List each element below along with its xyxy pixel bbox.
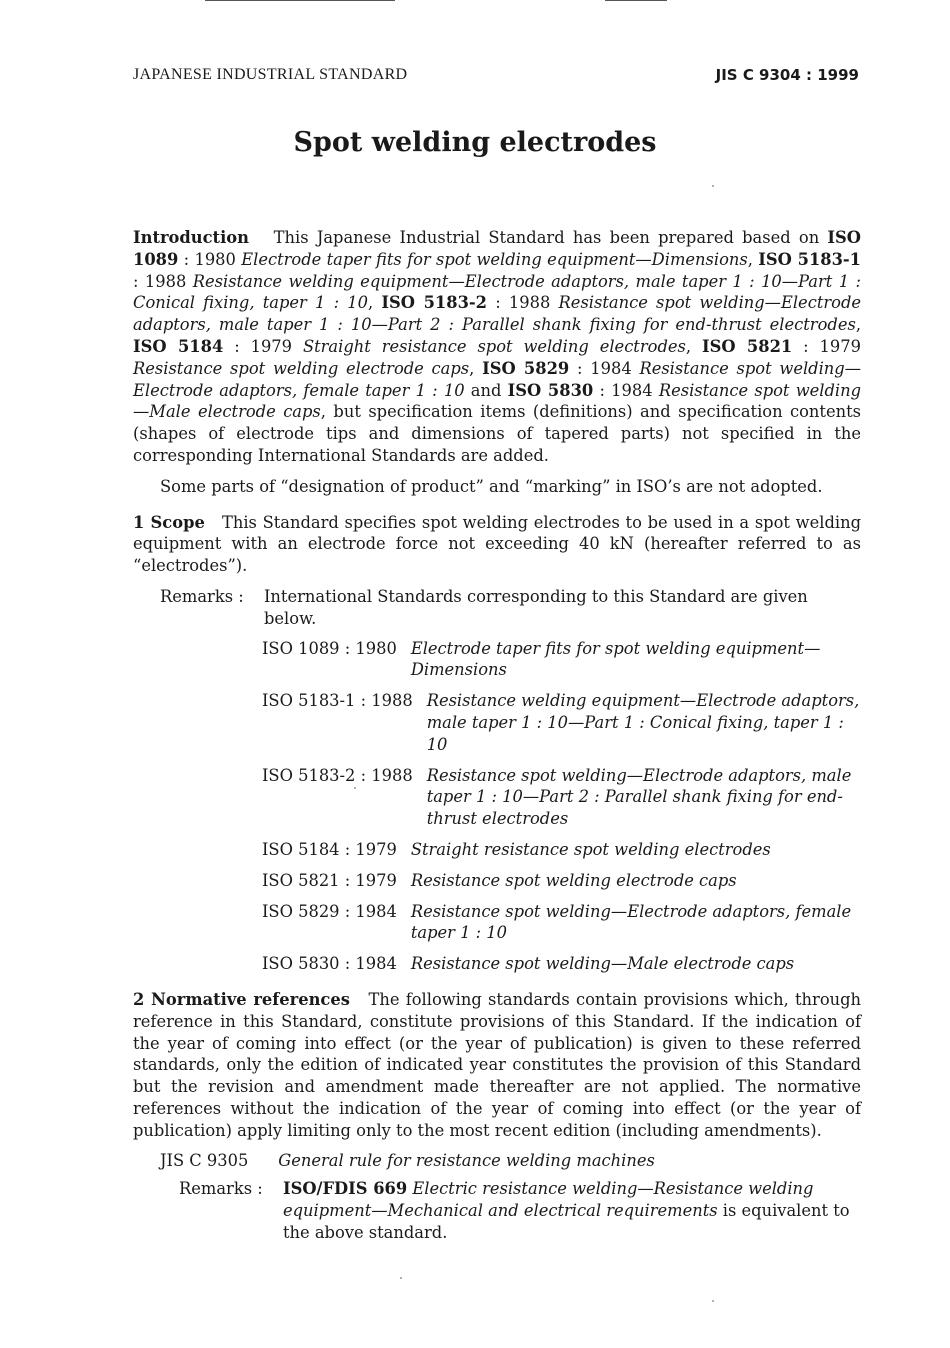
intro-run: : 1979 [223,336,303,356]
introduction-heading: Introduction [133,228,249,247]
scan-speck [354,787,356,789]
reference-title: Resistance spot welding—Electrode adaptors, female taper 1 : 10 [410,901,852,943]
reference-code: ISO 1089 : 1980 [262,638,397,658]
intro-run: Resistance spot welding—Electrode adaptors, female taper 1 : 10 [133,358,861,400]
intro-run: ISO 5821 [701,336,793,356]
remarks-text: International Standards corresponding to this Standard are given below. [264,586,808,628]
intro-run: , [747,249,759,269]
jis-reference [160,1150,861,1172]
page-title: Spot welding electrodes [293,127,657,158]
remarks-tail: is equivalent to the above standard. [283,1201,850,1242]
reference-title: Resistance spot welding electrode caps [410,870,737,890]
reference-code: ISO 5830 : 1984 [262,954,397,974]
jis-code: JIS C 9305 [160,1151,249,1171]
reference-row [262,901,861,945]
scope-paragraph [133,512,861,577]
scan-speck [400,1277,402,1279]
normative-paragraph [133,989,861,1142]
reference-row [262,765,861,830]
intro-run: Electrode taper fits for spot welding equipment—Dimensions [241,249,748,269]
reference-code: ISO 5829 : 1984 [262,901,397,921]
reference-title: Electrode taper fits for spot welding equipment—Dimensions [410,638,821,680]
standard-type: JAPANESE INDUSTRIAL STANDARD [133,66,408,83]
intro-run: Resistance spot welding—Male electrode caps [133,380,862,422]
intro-run: This Japanese Industrial Standard has been prepared based on [273,228,828,247]
reference-row [262,638,861,682]
intro-run: , [685,336,702,356]
intro-run: , but specification items (definitions) and specification contents (shapes of electrode tips and dimensions of tapered parts) not specified in the corresponding International Standards are added. [133,402,861,465]
scan-speck [712,185,714,187]
reference-row [262,870,861,892]
reference-title: Resistance spot welding—Male electrode caps [410,954,795,974]
remarks-label: Remarks : [179,1179,263,1199]
intro-run: , [469,358,483,378]
reference-title: Resistance welding equipment—Electrode adaptors, male taper 1 : 10—Part 1 : Conical fixing, taper 1 : 10 [426,691,860,754]
remarks-label: Remarks : [160,586,244,606]
reference-code: ISO 5183-1 : 1988 [262,691,413,711]
scan-artifact-line [205,0,395,1]
jis-title: General rule for resistance welding machines [278,1151,655,1171]
introduction-paragraph [133,227,861,467]
normative-remarks [179,1178,861,1243]
scope-heading: 1 Scope [133,512,205,532]
scan-artifact-line [605,0,667,1]
intro-run: Resistance spot welding electrode caps [133,358,470,378]
intro-run: ISO 5829 [482,358,570,378]
reference-code: ISO 5183-2 : 1988 [262,765,413,785]
intro-run: : 1984 [569,358,640,378]
reference-code: ISO 5184 : 1979 [262,839,397,859]
iso-reference-list [262,638,861,975]
intro-run: , [367,293,382,313]
intro-run: ISO 5830 [507,380,594,400]
intro-run: : 1984 [593,380,659,400]
remarks-iso-title: Electric resistance welding—Resistance welding equipment—Mechanical and electrical requirements [283,1179,814,1221]
intro-run: Resistance welding equipment—Electrode adaptors, male taper 1 : 10—Part 1 : Conical fixing, taper 1 : 10 [133,271,861,313]
remarks-content [283,1178,861,1243]
intro-run: Straight resistance spot welding electrodes [302,336,686,356]
introduction-note: Some parts of “designation of product” and “marking” in ISO’s are not adopted. [160,476,823,496]
scope-text: This Standard specifies spot welding electrodes to be used in a spot welding equipment with an electrode force not exceeding 40 kN (hereafter referred to as “electrodes”). [133,512,861,576]
intro-run: : 1988 [487,293,559,313]
standard-code: JIS C 9304 : 1999 [715,66,859,84]
normative-heading: 2 Normative references [133,989,350,1009]
intro-run: Resistance spot welding—Electrode adaptors, male taper 1 : 10—Part 2 : Parallel shank fixing for end-thrust electrodes [133,293,861,335]
intro-run: ISO 5183-1 [758,249,862,269]
reference-title: Straight resistance spot welding electrodes [410,839,771,859]
introduction-text [133,228,861,465]
intro-run: : 1988 [133,271,193,291]
intro-run: ISO 1089 [133,228,861,269]
reference-row [262,690,861,755]
remarks-iso-code: ISO/FDIS 669 [283,1179,408,1199]
intro-run: ISO 5183-2 [381,293,488,313]
scan-speck [712,1300,714,1302]
scope-remarks [160,586,861,630]
intro-run: ISO 5184 [133,336,224,356]
document-body [133,227,861,1244]
reference-title: Resistance spot welding—Electrode adaptors, male taper 1 : 10—Part 2 : Parallel shank fixing for end-thrust electrodes [426,765,852,829]
intro-run: , [855,315,861,335]
reference-row [262,953,861,975]
intro-run: : 1980 [178,249,242,269]
normative-text: The following standards contain provisions which, through reference in this Standard, constitute provisions of this Standard. If the indication of the year of coming into effect (or the year of publication) is given to these referred standards, only the edition of indicated year constitutes the provision of this Standard but the revision and amendment made thereafter are not applied. The normative references without the indication of the year of coming into effect (or the year of publication) apply limiting only to the most recent edition (including amendments). [133,989,862,1140]
reference-code: ISO 5821 : 1979 [262,870,397,890]
reference-row [262,839,861,861]
intro-run: : 1979 [792,336,861,356]
intro-run: and [464,380,508,400]
